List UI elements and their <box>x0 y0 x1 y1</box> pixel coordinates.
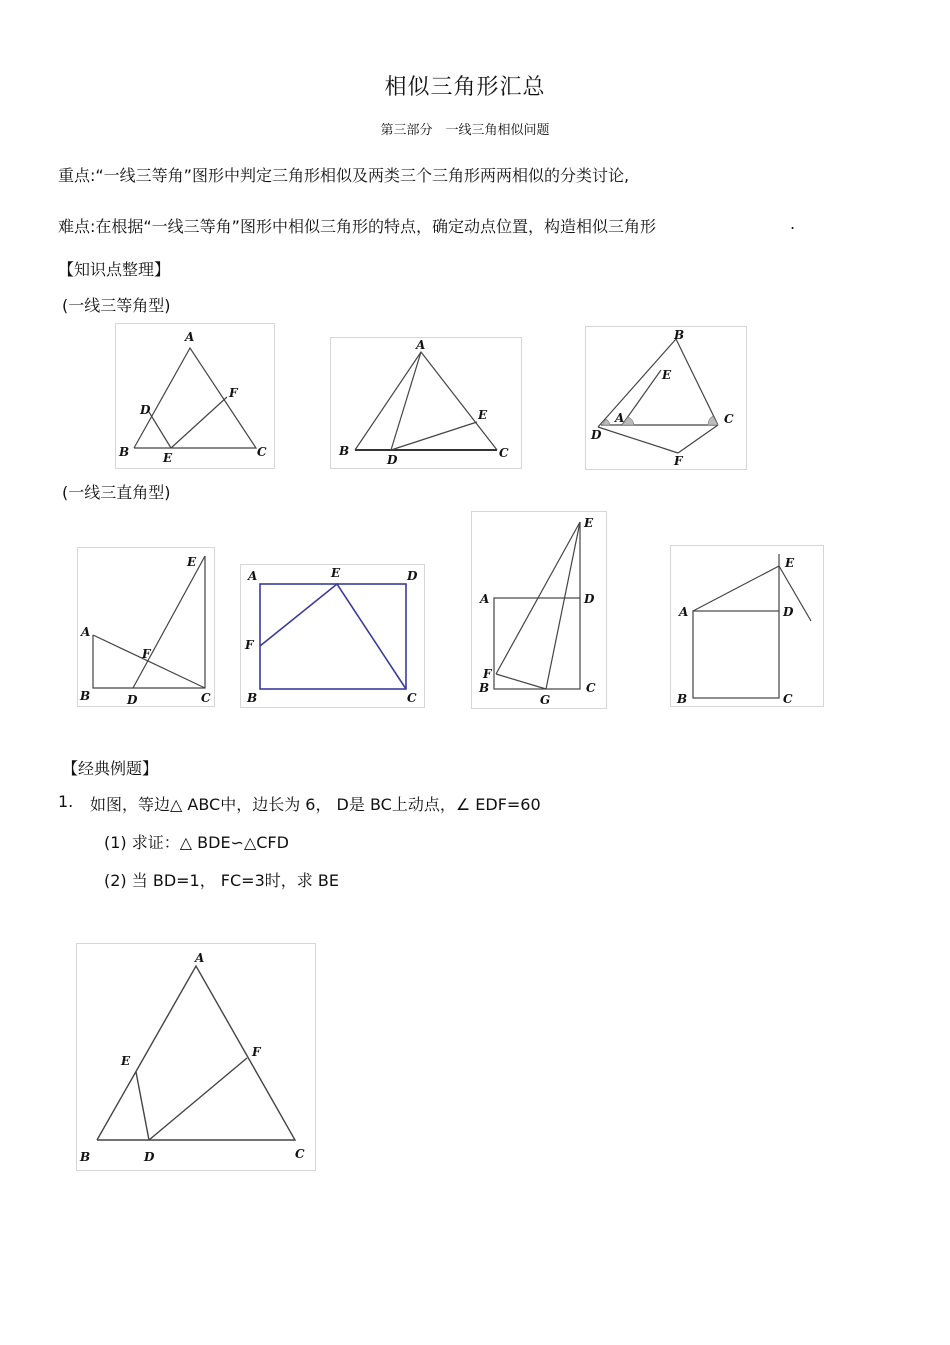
label-C: C <box>499 446 509 460</box>
label-B: B <box>674 328 685 342</box>
label-B: B <box>80 1150 91 1164</box>
example1-question-1: (1) 求证：△ BDE∽△CFD <box>104 833 289 852</box>
label-B: B <box>677 692 688 706</box>
figure-right-angles-4 <box>670 545 824 707</box>
label-A: A <box>81 625 91 639</box>
label-D: D <box>140 403 151 417</box>
label-F: F <box>252 1045 261 1059</box>
label-F: F <box>674 454 683 468</box>
label-B: B <box>479 681 490 695</box>
label-B: B <box>339 444 350 458</box>
label-G: G <box>540 693 551 707</box>
label-D: D <box>584 592 595 606</box>
label-E: E <box>478 408 488 422</box>
page-subtitle: 第三部分 一线三角相似问题 <box>380 123 550 138</box>
label-C: C <box>201 691 211 705</box>
label-C: C <box>724 412 734 426</box>
label-C: C <box>586 681 596 695</box>
label-E: E <box>785 556 795 570</box>
figure-right-angles-1 <box>77 547 215 707</box>
label-A: A <box>480 592 490 606</box>
label-A: A <box>248 569 258 583</box>
label-C: C <box>407 691 417 705</box>
figure-right-angles-2 <box>240 564 425 708</box>
label-B: B <box>119 445 130 459</box>
figure-equal-angles-3 <box>585 326 747 470</box>
label-A: A <box>615 411 625 425</box>
label-A: A <box>195 951 205 965</box>
example1-stem: 如图，等边△ ABC中，边长为 6， D是 BC上动点，∠ EDF=60 <box>90 795 541 814</box>
label-E: E <box>163 451 173 465</box>
example1-question-2: (2) 当 BD=1， FC=3时，求 BE <box>104 871 339 890</box>
label-C: C <box>295 1147 305 1161</box>
figure-equal-angles-2 <box>330 337 522 469</box>
key-point-text: 重点:“一线三等角”图形中判定三角形相似及两类三个三角形两两相似的分类讨论, <box>58 166 630 185</box>
label-D: D <box>783 605 794 619</box>
label-D: D <box>591 428 602 442</box>
label-A: A <box>679 605 689 619</box>
difficulty-text: 难点:在根据“一线三等角”图形中相似三角形的特点，确定动点位置，构造相似三角形 <box>58 217 656 236</box>
label-E: E <box>331 566 341 580</box>
label-F: F <box>245 638 254 652</box>
label-A: A <box>185 330 195 344</box>
label-E: E <box>662 368 672 382</box>
example1-number: 1. <box>58 792 74 811</box>
label-A: A <box>416 338 426 352</box>
type-equal-angles-heading: (一线三等角型) <box>62 296 171 315</box>
page-title: 相似三角形汇总 <box>384 75 546 100</box>
section-knowledge-heading: 【知识点整理】 <box>58 260 171 279</box>
label-E: E <box>584 516 594 530</box>
difficulty-end: . <box>790 214 796 233</box>
label-E: E <box>121 1054 131 1068</box>
label-F: F <box>229 386 238 400</box>
label-F: F <box>483 667 492 681</box>
section-examples-heading: 【经典例题】 <box>62 759 159 778</box>
example1-figure <box>76 943 316 1171</box>
figure-equal-angles-1 <box>115 323 275 469</box>
label-C: C <box>257 445 267 459</box>
label-E: E <box>187 555 197 569</box>
type-right-angles-heading: (一线三直角型) <box>62 483 171 502</box>
label-B: B <box>247 691 258 705</box>
label-F: F <box>142 647 151 661</box>
label-B: B <box>80 689 91 703</box>
figure-right-angles-3 <box>471 511 607 709</box>
label-D: D <box>407 569 418 583</box>
label-D: D <box>387 453 398 467</box>
label-D: D <box>127 693 138 706</box>
label-C: C <box>783 692 793 706</box>
label-D: D <box>144 1150 155 1164</box>
